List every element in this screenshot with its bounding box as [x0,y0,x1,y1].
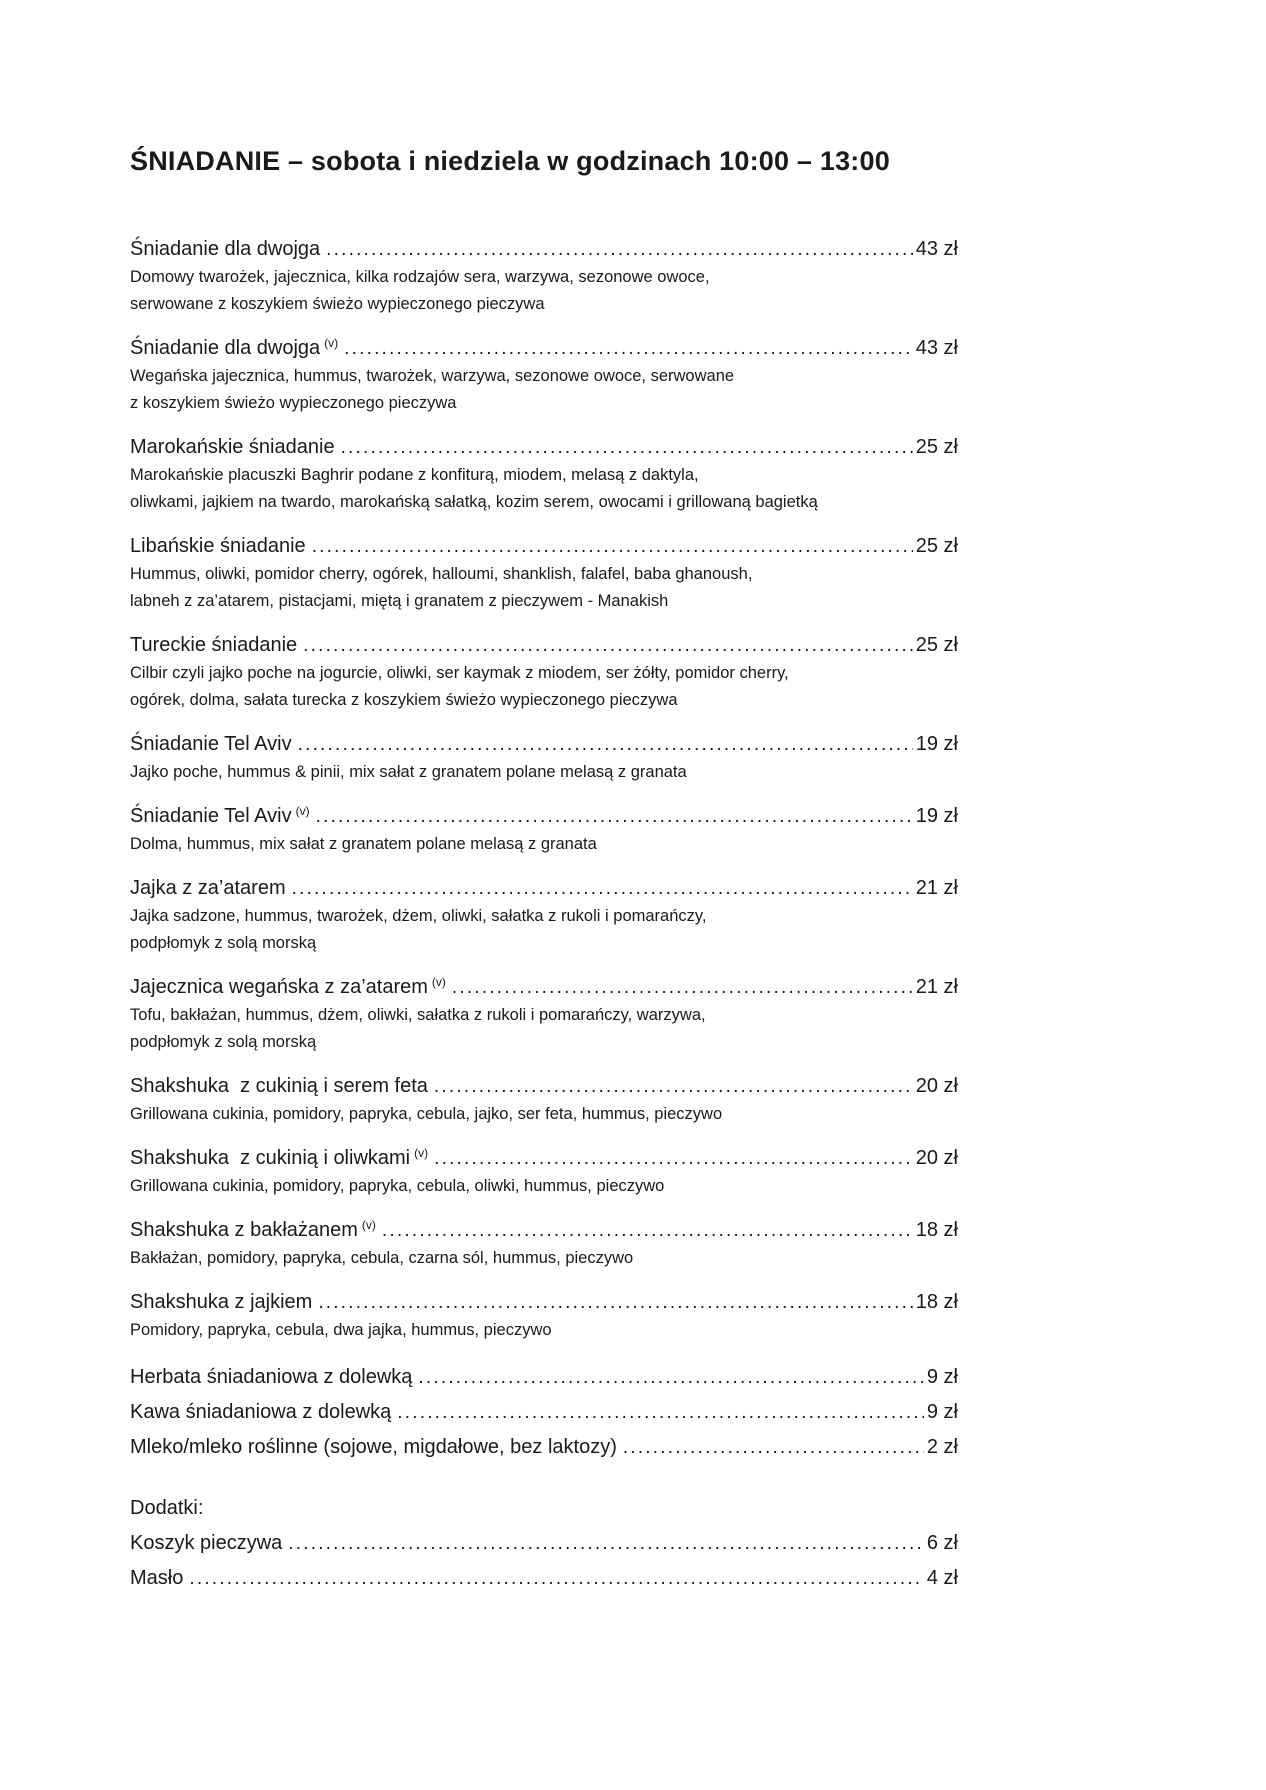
extras-section [130,1491,958,1596]
item-name: Śniadanie dla dwojga [130,238,321,260]
item-description-line: z koszykiem świeżo wypieczonego pieczywa [130,394,457,412]
item-name: Herbata śniadaniowa z dolewką [130,1366,413,1388]
item-description-line: Grillowana cukinia, pomidory, papryka, cebula, jajko, ser feta, hummus, pieczywo [130,1105,723,1123]
item-name: Libańskie śniadanie [130,535,306,557]
item-name: Mleko/mleko roślinne (sojowe, migdałowe, bez laktozy) [130,1436,617,1458]
item-description-line: Domowy twarożek, jajecznica, kilka rodzajów sera, warzywa, sezonowe owoce, [130,268,710,286]
menu-item-list [130,235,958,1344]
item-price: 21 zł [915,976,958,998]
menu-item [130,1072,958,1128]
menu-item [130,1395,958,1430]
dot-leader [344,334,913,363]
item-name: Jajka z za’atarem [130,877,286,899]
menu-item-row: Shakshuka z bakłażanem (v) ..... 18 zł [130,1216,958,1245]
item-name: Shakshuka z jajkiem [130,1291,313,1313]
item-price: 20 zł [915,1075,958,1097]
item-name: Marokańskie śniadanie [130,436,335,458]
item-name: Shakshuka z cukinią i serem feta [130,1075,428,1097]
item-description-line: Bakłażan, pomidory, papryka, cebula, czarna sól, hummus, pieczywo [130,1249,634,1267]
menu-item [130,1360,958,1395]
item-description-line: labneh z za’atarem, pistacjami, miętą i granatem z pieczywem - Manakish [130,592,669,610]
item-description-line: podpłomyk z solą morską [130,934,317,952]
menu-item-row: Śniadanie Tel Aviv (v) ..... 19 zł [130,802,958,831]
item-description-line: Pomidory, papryka, cebula, dwa jajka, hummus, pieczywo [130,1321,552,1339]
item-description-line: Jajko poche, hummus & pinii, mix sałat z granatem polane melasą z granata [130,763,687,781]
dot-leader [397,1395,924,1430]
menu-item-row [130,1526,958,1561]
menu-content [130,146,958,1596]
extras-heading: Dodatki: [130,1497,204,1519]
item-name: Shakshuka z bakłażanem [130,1219,358,1241]
menu-item-row [130,532,958,561]
item-name: Śniadanie dla dwojga [130,337,321,359]
item-price: 25 zł [915,436,958,458]
menu-item [130,730,958,786]
dot-leader [452,973,913,1002]
item-price: 19 zł [915,733,958,755]
menu-item [130,1144,958,1200]
dot-leader [298,730,913,759]
menu-item-row [130,730,958,759]
item-price: 6 zł [926,1532,958,1554]
item-price: 19 zł [915,805,958,827]
menu-item-row: Shakshuka z cukinią i oliwkami (v) ..... 20 zł [130,1144,958,1173]
item-price: 43 zł [915,238,958,260]
item-description-line: Grillowana cukinia, pomidory, papryka, cebula, oliwki, hummus, pieczywo [130,1177,665,1195]
item-name: Shakshuka z cukinią i oliwkami [130,1147,411,1169]
menu-item-row [130,235,958,264]
menu-item-row: Jajecznica wegańska z za’atarem (v) ..... 21 zł [130,973,958,1002]
item-price: 25 zł [915,535,958,557]
menu-item-row: Śniadanie dla dwojga (v) ..... 43 zł [130,334,958,363]
item-name: Koszyk pieczywa [130,1532,283,1554]
dot-leader [303,631,913,660]
menu-item-row [130,874,958,903]
dot-leader [189,1561,924,1596]
dot-leader [316,802,913,831]
item-price: 9 zł [926,1366,958,1388]
dot-leader [292,874,913,903]
dot-leader [418,1360,923,1395]
item-name: Kawa śniadaniowa z dolewką [130,1401,392,1423]
menu-item [130,433,958,516]
item-price: 25 zł [915,634,958,656]
item-description-line: Tofu, bakłażan, hummus, dżem, oliwki, sałatka z rukoli i pomarańczy, warzywa, [130,1006,706,1024]
item-name: Śniadanie Tel Aviv [130,733,292,755]
menu-item-row [130,433,958,462]
item-description-line: Dolma, hummus, mix sałat z granatem polane melasą z granata [130,835,597,853]
item-name: Tureckie śniadanie [130,634,298,656]
menu-item-row [130,1360,958,1395]
drinks-list [130,1360,958,1465]
extras-list [130,1526,958,1596]
dot-leader [326,235,913,264]
item-description-line: podpłomyk z solą morską [130,1033,317,1051]
item-price: 9 zł [926,1401,958,1423]
item-price: 43 zł [915,337,958,359]
menu-item-row [130,1072,958,1101]
dot-leader [288,1526,924,1561]
dot-leader [434,1072,913,1101]
item-description-line: Hummus, oliwki, pomidor cherry, ogórek, halloumi, shanklish, falafel, baba ghanoush, [130,565,753,583]
item-price: 2 zł [926,1436,958,1458]
item-price: 4 zł [926,1567,958,1589]
menu-item-row [130,1561,958,1596]
dot-leader [623,1430,924,1465]
menu-item [130,802,958,858]
page-title: ŚNIADANIE – sobota i niedziela w godzinach 10:00 – 13:00 [130,146,890,176]
dot-leader [318,1288,912,1317]
item-description-line: serwowane z koszykiem świeżo wypieczonego pieczywa [130,295,545,313]
item-price: 18 zł [915,1219,958,1241]
menu-item-row [130,631,958,660]
dot-leader [341,433,913,462]
item-description-line: Wegańska jajecznica, hummus, twarożek, warzywa, sezonowe owoce, serwowane [130,367,735,385]
item-description-line: oliwkami, jajkiem na twardo, marokańską sałatką, kozim serem, owocami i grillowaną bagietką [130,493,818,511]
item-price: 21 zł [915,877,958,899]
menu-item [130,1561,958,1596]
menu-item [130,874,958,957]
menu-item [130,235,958,318]
item-description-line: Cilbir czyli jajko poche na jogurcie, oliwki, ser kaymak z miodem, ser żółty, pomidor cherry, [130,664,789,682]
menu-item [130,334,958,417]
item-name: Jajecznica wegańska z za’atarem [130,976,428,998]
dot-leader [382,1216,913,1245]
item-name: Śniadanie Tel Aviv [130,805,292,827]
item-description-line: Marokańskie placuszki Baghrir podane z konfiturą, miodem, melasą z daktyla, [130,466,699,484]
dot-leader [312,532,913,561]
item-price: 18 zł [915,1291,958,1313]
menu-item [130,1216,958,1272]
item-description-line: Jajka sadzone, hummus, twarożek, dżem, oliwki, sałatka z rukoli i pomarańczy, [130,907,707,925]
item-description-line: ogórek, dolma, sałata turecka z koszykiem świeżo wypieczonego pieczywa [130,691,678,709]
item-name: Masło [130,1567,184,1589]
menu-item [130,1288,958,1344]
menu-item [130,631,958,714]
item-price: 20 zł [915,1147,958,1169]
menu-item-row [130,1395,958,1430]
menu-item [130,1430,958,1465]
menu-item [130,973,958,1056]
dot-leader [434,1144,913,1173]
menu-item-row [130,1430,958,1465]
menu-item [130,1526,958,1561]
menu-item [130,532,958,615]
menu-item-row [130,1288,958,1317]
